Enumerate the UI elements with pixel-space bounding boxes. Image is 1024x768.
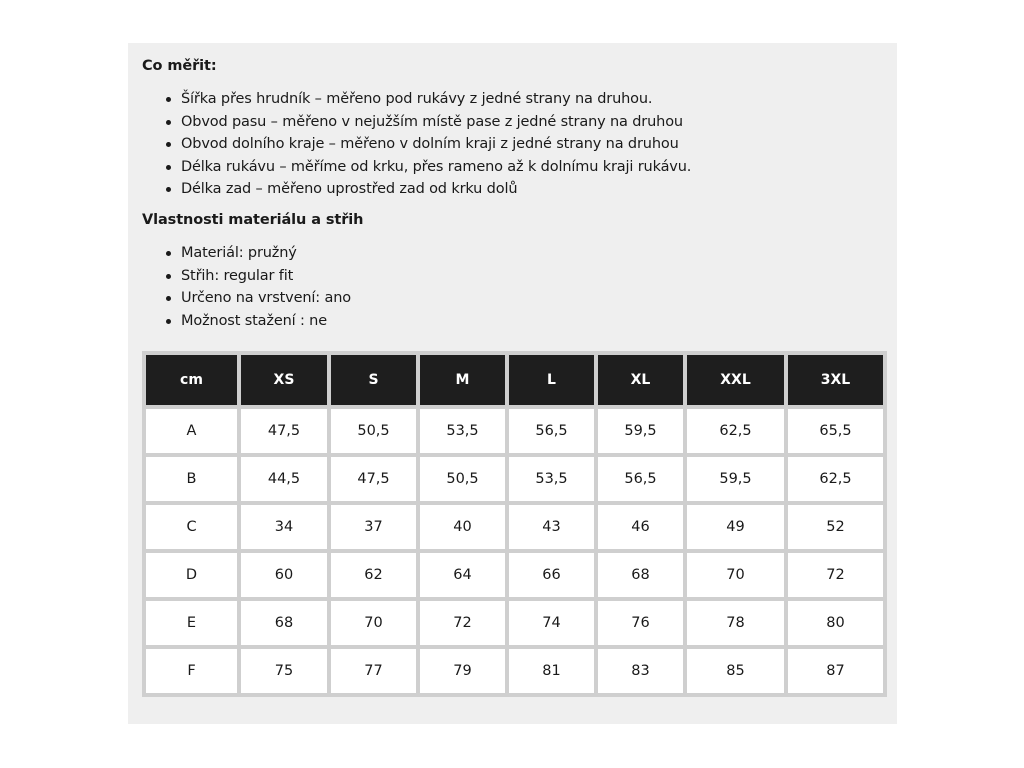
table-cell: 59,5 bbox=[687, 457, 784, 501]
table-cell: 80 bbox=[788, 601, 883, 645]
row-label-cell: B bbox=[146, 457, 237, 501]
column-header-l: L bbox=[509, 355, 594, 405]
table-cell: 60 bbox=[241, 553, 327, 597]
table-cell: 81 bbox=[509, 649, 594, 693]
list-item bbox=[142, 310, 351, 333]
table-cell: 74 bbox=[509, 601, 594, 645]
table-header-row bbox=[146, 355, 883, 405]
table-cell: 34 bbox=[241, 505, 327, 549]
material-heading: Vlastnosti materiálu a střih bbox=[142, 212, 364, 228]
table-row bbox=[146, 457, 883, 501]
table-cell: 76 bbox=[598, 601, 683, 645]
table-cell: 72 bbox=[420, 601, 505, 645]
list-item-text: Délka rukávu – měříme od krku, přes rameno až k dolnímu kraji rukávu. bbox=[181, 158, 692, 175]
table-cell: 77 bbox=[331, 649, 416, 693]
table-cell: 62,5 bbox=[788, 457, 883, 501]
table-cell: 68 bbox=[598, 553, 683, 597]
measure-heading: Co měřit: bbox=[142, 58, 217, 74]
size-table-container bbox=[142, 351, 887, 697]
table-row bbox=[146, 409, 883, 453]
row-label-cell: E bbox=[146, 601, 237, 645]
table-cell: 78 bbox=[687, 601, 784, 645]
list-item bbox=[142, 111, 691, 134]
list-item bbox=[142, 242, 351, 265]
table-cell: 85 bbox=[687, 649, 784, 693]
column-header-xl: XL bbox=[598, 355, 683, 405]
table-cell: 53,5 bbox=[420, 409, 505, 453]
table-cell: 46 bbox=[598, 505, 683, 549]
list-item bbox=[142, 265, 351, 288]
bullet-icon bbox=[166, 296, 171, 301]
table-cell: 68 bbox=[241, 601, 327, 645]
row-label-cell: D bbox=[146, 553, 237, 597]
table-cell: 47,5 bbox=[241, 409, 327, 453]
list-item-text: Obvod dolního kraje – měřeno v dolním kraji z jedné strany na druhou bbox=[181, 136, 679, 152]
table-cell: 66 bbox=[509, 553, 594, 597]
table-cell: 44,5 bbox=[241, 457, 327, 501]
bullet-icon bbox=[166, 319, 171, 324]
table-cell: 75 bbox=[241, 649, 327, 693]
list-item bbox=[142, 287, 351, 310]
column-header-3xl: 3XL bbox=[788, 355, 883, 405]
table-cell: 64 bbox=[420, 553, 505, 597]
table-cell: 70 bbox=[331, 601, 416, 645]
bullet-icon bbox=[166, 274, 171, 279]
table-cell: 37 bbox=[331, 505, 416, 549]
list-item-text: Materiál: pružný bbox=[181, 245, 297, 261]
table-cell: 65,5 bbox=[788, 409, 883, 453]
table-row bbox=[146, 505, 883, 549]
column-header-xs: XS bbox=[241, 355, 327, 405]
table-cell: 79 bbox=[420, 649, 505, 693]
table-cell: 83 bbox=[598, 649, 683, 693]
bullet-icon bbox=[166, 251, 171, 256]
list-item-text: Určeno na vrstvení: ano bbox=[181, 290, 351, 306]
measure-list bbox=[142, 88, 691, 201]
row-label-cell: C bbox=[146, 505, 237, 549]
size-guide-panel bbox=[128, 43, 897, 724]
row-label-cell: A bbox=[146, 409, 237, 453]
table-cell: 49 bbox=[687, 505, 784, 549]
table-row bbox=[146, 649, 883, 693]
table-cell: 72 bbox=[788, 553, 883, 597]
table-cell: 53,5 bbox=[509, 457, 594, 501]
table-cell: 47,5 bbox=[331, 457, 416, 501]
bullet-icon bbox=[166, 187, 171, 192]
table-cell: 70 bbox=[687, 553, 784, 597]
bullet-icon bbox=[166, 165, 171, 170]
table-cell: 62 bbox=[331, 553, 416, 597]
bullet-icon bbox=[166, 97, 171, 102]
table-cell: 50,5 bbox=[420, 457, 505, 501]
table-cell: 43 bbox=[509, 505, 594, 549]
list-item bbox=[142, 133, 691, 156]
table-cell: 62,5 bbox=[687, 409, 784, 453]
list-item bbox=[142, 156, 691, 179]
list-item-text: Střih: regular fit bbox=[181, 267, 294, 284]
size-table bbox=[142, 351, 887, 697]
table-cell: 56,5 bbox=[598, 457, 683, 501]
table-cell: 52 bbox=[788, 505, 883, 549]
column-header-cm: cm bbox=[146, 355, 237, 405]
material-list bbox=[142, 242, 351, 332]
table-cell: 59,5 bbox=[598, 409, 683, 453]
table-row bbox=[146, 553, 883, 597]
bullet-icon bbox=[166, 120, 171, 125]
list-item-text: Obvod pasu – měřeno v nejužším místě pase z jedné strany na druhou bbox=[181, 113, 683, 130]
table-cell: 56,5 bbox=[509, 409, 594, 453]
table-row bbox=[146, 601, 883, 645]
column-header-xxl: XXL bbox=[687, 355, 784, 405]
table-cell: 40 bbox=[420, 505, 505, 549]
column-header-m: M bbox=[420, 355, 505, 405]
table-cell: 87 bbox=[788, 649, 883, 693]
row-label-cell: F bbox=[146, 649, 237, 693]
bullet-icon bbox=[166, 142, 171, 147]
column-header-s: S bbox=[331, 355, 416, 405]
list-item bbox=[142, 88, 691, 111]
list-item bbox=[142, 178, 691, 201]
table-cell: 50,5 bbox=[331, 409, 416, 453]
list-item-text: Možnost stažení : ne bbox=[181, 312, 327, 329]
list-item-text: Délka zad – měřeno uprostřed zad od krku dolů bbox=[181, 181, 518, 197]
list-item-text: Šířka přes hrudník – měřeno pod rukávy z jedné strany na druhou. bbox=[181, 91, 653, 107]
